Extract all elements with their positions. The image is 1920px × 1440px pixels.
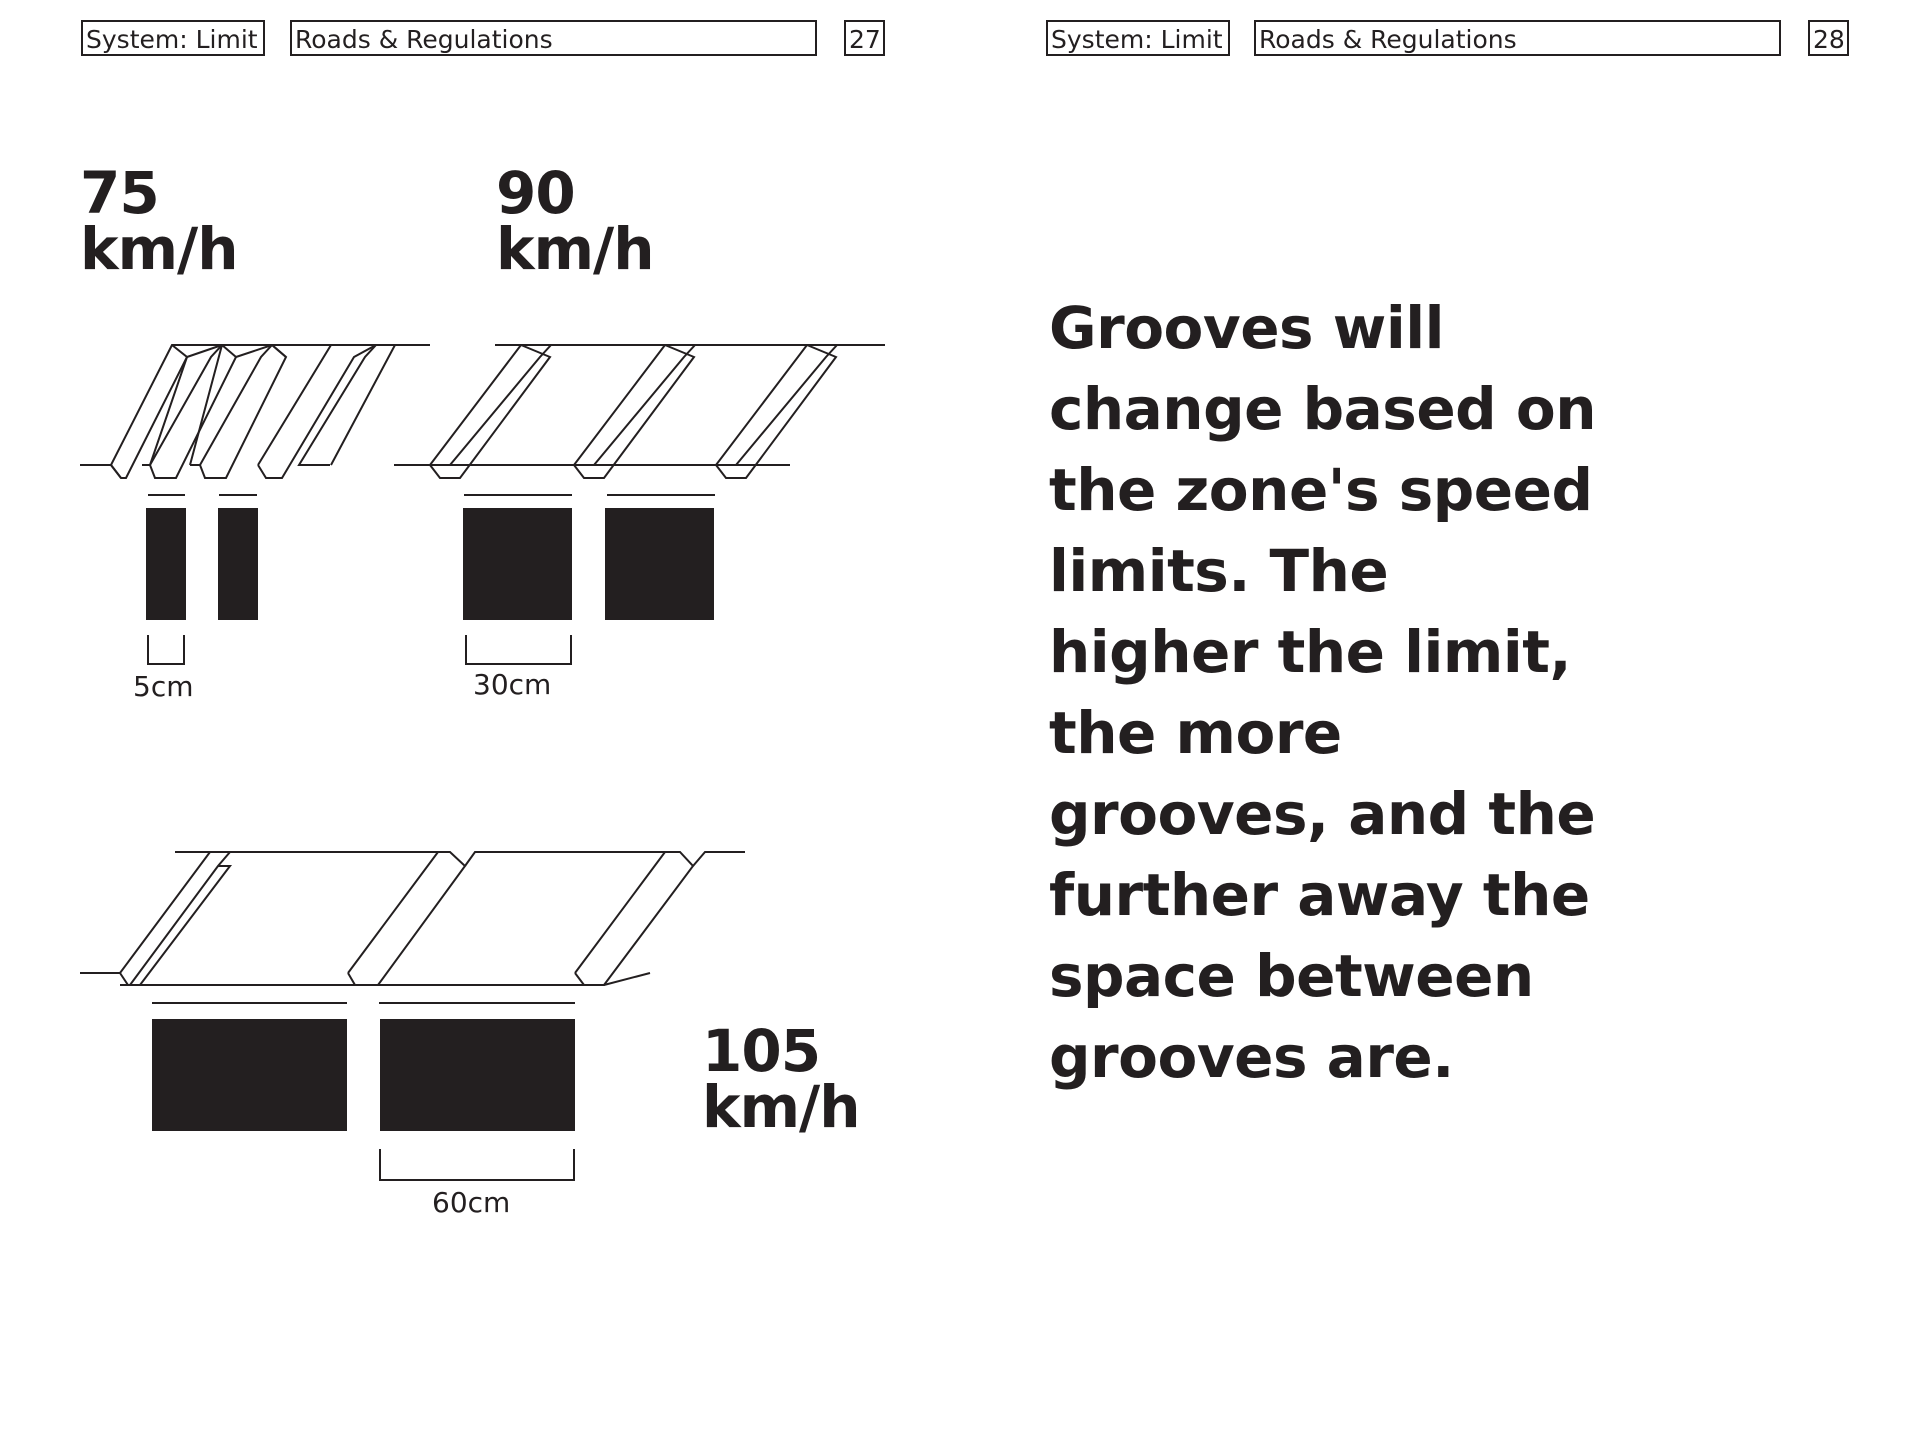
groove-block	[380, 1019, 575, 1131]
right-page-number: 28	[1808, 20, 1849, 56]
groove-block	[605, 508, 714, 620]
speed-unit: km/h	[702, 1073, 860, 1141]
left-page-number: 27	[844, 20, 885, 56]
speed-value: 105	[702, 1017, 821, 1085]
speed-unit: km/h	[80, 215, 238, 283]
dimension-label-5cm: 5cm	[133, 670, 194, 703]
statement-text: Grooves will change based on the zone's speed limits. The higher the limit, the more grooves, and the further away the space between grooves are.	[1049, 294, 1597, 1091]
groove-block	[152, 1019, 347, 1131]
groove-block	[146, 508, 186, 620]
speed-value: 90	[496, 159, 575, 227]
right-header-chapter: Roads & Regulations	[1254, 20, 1781, 56]
left-header-section: System: Limit	[81, 20, 265, 56]
speed-value: 75	[80, 159, 159, 227]
groove-block	[463, 508, 572, 620]
groove-block	[218, 508, 258, 620]
left-header-chapter: Roads & Regulations	[290, 20, 817, 56]
right-header-section: System: Limit	[1046, 20, 1230, 56]
dimension-label-60cm: 60cm	[432, 1186, 511, 1219]
dimension-label-30cm: 30cm	[473, 668, 552, 701]
speed-unit: km/h	[496, 215, 654, 283]
